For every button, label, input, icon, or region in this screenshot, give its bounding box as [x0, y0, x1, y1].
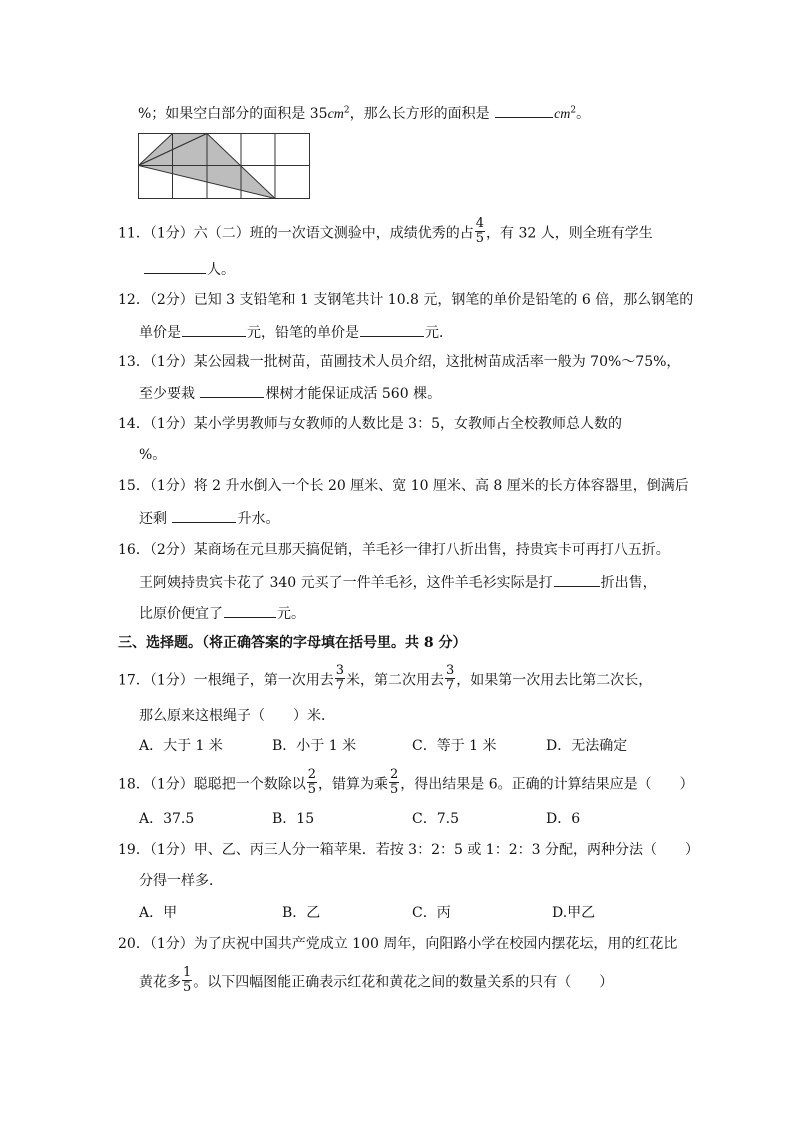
q18-prefix: 18．（1分）聪聪把一个数除以 — [118, 776, 306, 793]
q17-option-b[interactable]: B．小于 1 米 — [272, 738, 357, 754]
q18-suffix: ，得出结果是 6。正确的计算结果应是（ ） — [400, 776, 694, 793]
q16-answer-blank-1[interactable] — [554, 572, 600, 587]
q17-frac1-den: 7 — [335, 678, 345, 693]
q11-suffix: ，有 32 人，则全班有学生 — [486, 225, 653, 242]
q12-line2 — [139, 322, 453, 343]
q19-line2: 分得一样多． — [139, 873, 223, 889]
q17-frac2-den: 7 — [446, 678, 455, 693]
q15-answer-blank[interactable] — [172, 508, 236, 523]
q10-answer-blank[interactable] — [495, 103, 553, 118]
q13-line1: 13．（1分）某公园栽一批树苗，苗圃技术人员介绍，这批树苗成活率一般为 70%～75%， — [118, 354, 681, 370]
q10-end: 。 — [576, 106, 591, 122]
q20-text-a: 黄花多 — [139, 974, 181, 991]
q11-fraction — [475, 217, 485, 246]
q11-line1 — [118, 216, 653, 248]
q16-text-d: 元。 — [277, 606, 305, 622]
section-heading: 三、选择题。（将正确答案的字母填在括号里。共 8 分） — [118, 635, 467, 651]
q17-frac2-num: 3 — [446, 663, 455, 678]
q16-text-b: 折出售， — [600, 575, 657, 591]
q11-prefix: 11．（1分）六（二）班的一次语文测验中，成绩优秀的占 — [118, 225, 474, 242]
q18-line1 — [118, 767, 694, 799]
q12-line1: 12．（2分）已知 3 支铅笔和 1 支钢笔共计 10.8 元，钢笔的单价是铅笔的 6 倍，那么钢笔的 — [118, 292, 694, 308]
q20-line2 — [139, 965, 614, 997]
q18-mid: ，错算为乘 — [318, 776, 389, 793]
q17-line1 — [118, 663, 653, 695]
q13-answer-blank[interactable] — [200, 383, 264, 398]
q11-frac-num: 4 — [475, 216, 485, 231]
q16-text-c: 比原价便宜了 — [139, 606, 223, 622]
q19-option-c[interactable]: C．丙 — [412, 905, 451, 921]
q18-fraction-2 — [389, 768, 399, 797]
q13-text-a: 至少要栽 — [139, 386, 200, 402]
q18-option-d[interactable]: D．6 — [546, 811, 581, 827]
q17-frac1-num: 3 — [335, 663, 345, 678]
q16-line1: 16．（2分）某商场在元旦那天搞促销，羊毛衫一律打八折出售，持贵宾卡可再打八五折。 — [118, 542, 670, 558]
q16-line3 — [139, 603, 305, 624]
q10-unit: cm — [327, 107, 344, 122]
q16-text-a: 王阿姨持贵宾卡花了 340 元买了一件羊毛衫，这件羊毛衫实际是打 — [139, 575, 553, 591]
q19-option-a[interactable]: A．甲 — [139, 905, 178, 921]
q10-sup2: 2 — [570, 105, 577, 116]
q17-option-a[interactable]: A．大于 1 米 — [139, 738, 223, 754]
q18-option-a[interactable]: A．37.5 — [139, 811, 195, 827]
q19-option-d[interactable]: D.甲乙 — [552, 905, 596, 921]
q10-unit2: cm — [554, 107, 571, 122]
q10-line — [138, 103, 590, 125]
q20-line1: 20．（1分）为了庆祝中国共产党成立 100 周年，向阳路小学在校园内摆花坛，用的红花比 — [118, 936, 678, 952]
q17-prefix: 17．（1分）一根绳子，第一次用去 — [118, 672, 334, 689]
q12-answer-blank-2[interactable] — [360, 322, 424, 337]
q12-text-a: 单价是 — [139, 325, 181, 341]
q17-fraction-1 — [335, 664, 345, 693]
q17-suffix: ，如果第一次用去比第二次长， — [456, 672, 653, 689]
q19-option-b[interactable]: B．乙 — [282, 905, 321, 921]
q14-line2: %。 — [139, 447, 167, 463]
q17-option-d[interactable]: D．无法确定 — [546, 738, 628, 754]
q13-line2 — [139, 383, 441, 404]
q17-fraction-2 — [445, 664, 455, 693]
q11-line2 — [143, 259, 235, 280]
q18-option-c[interactable]: C．7.5 — [412, 811, 459, 827]
q15-line2 — [139, 508, 279, 529]
q18-frac2-den: 5 — [390, 782, 399, 797]
q12-text-c: 元． — [425, 325, 453, 341]
q12-answer-blank-1[interactable] — [182, 322, 246, 337]
q20-frac-den: 5 — [183, 980, 192, 995]
q17-option-c[interactable]: C．等于 1 米 — [412, 738, 497, 754]
q18-frac1-den: 5 — [307, 782, 317, 797]
q11-frac-den: 5 — [475, 231, 485, 246]
q18-fraction-1 — [307, 768, 317, 797]
q10-text2: ，那么长方形的面积是 — [349, 106, 495, 122]
q15-text-b: 升水。 — [237, 511, 280, 527]
q13-text-b: 棵树才能保证成活 560 棵。 — [265, 386, 442, 402]
q20-fraction — [182, 966, 192, 995]
q10-text: %；如果空白部分的面积是 35 — [138, 106, 328, 122]
q11-answer-blank[interactable] — [144, 259, 206, 274]
q11-unit: 人。 — [207, 262, 235, 278]
q12-text-b: 元，铅笔的单价是 — [247, 325, 359, 341]
q18-frac1-num: 2 — [307, 767, 317, 782]
q18-frac2-num: 2 — [390, 767, 399, 782]
q17-line2: 那么原来这根绳子（ ）米． — [139, 708, 335, 724]
q10-sup: 2 — [343, 105, 350, 116]
q19-line1: 19．（1分）甲、乙、丙三人分一箱苹果．若按 3：2：5 或 1：2：3 分配，两种分法（ ） — [118, 842, 699, 858]
q20-frac-num: 1 — [183, 965, 192, 980]
q18-option-b[interactable]: B．15 — [272, 811, 315, 827]
q16-line2 — [139, 572, 657, 593]
q14-line1: 14．（1分）某小学男教师与女教师的人数比是 3：5，女教师占全校教师总人数的 — [118, 416, 622, 432]
q20-text-b: 。以下四幅图能正确表示红花和黄花之间的数量关系的只有（ ） — [193, 974, 614, 991]
q15-line1: 15．（1分）将 2 升水倒入一个长 20 厘米、宽 10 厘米、高 8 厘米的长方体容器里，倒满后 — [118, 478, 689, 494]
rectangle-grid-figure — [138, 133, 310, 199]
q16-answer-blank-2[interactable] — [224, 603, 276, 618]
q17-mid: 米，第二次用去 — [346, 672, 445, 689]
q15-text-a: 还剩 — [139, 511, 172, 527]
